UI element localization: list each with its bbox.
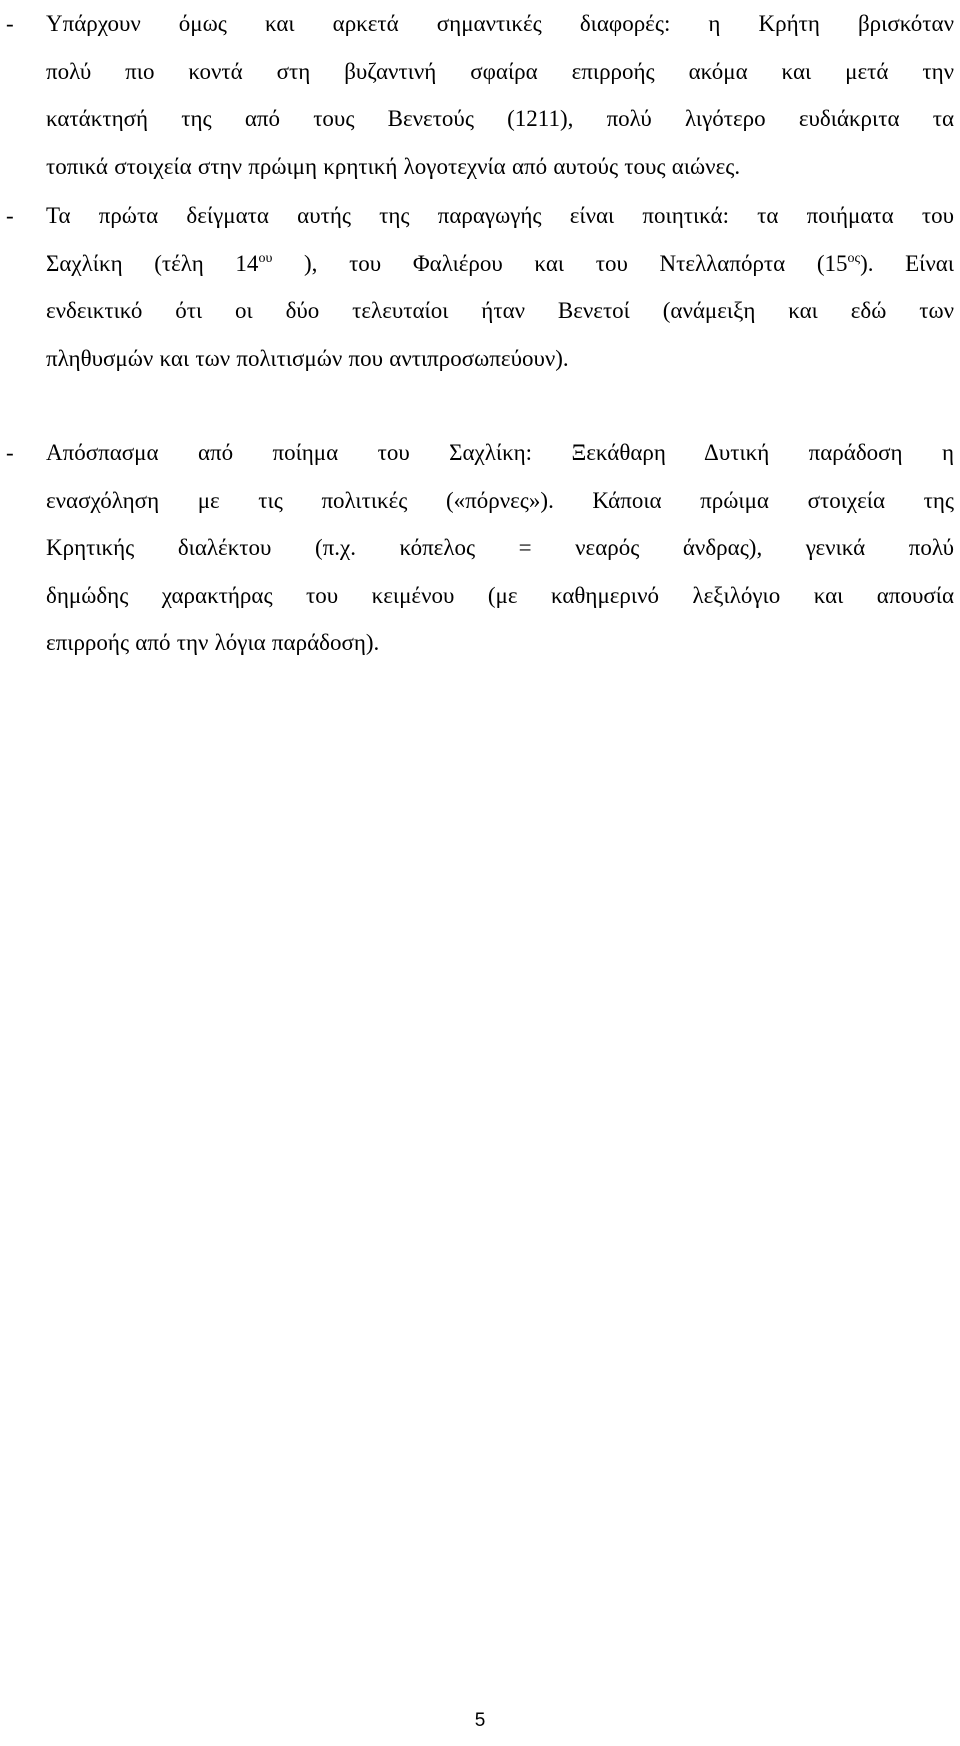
bullet-text-2 <box>46 192 954 382</box>
text-fragment: ), του Φαλιέρου και του Ντελλαπόρτα (15 <box>272 250 848 276</box>
superscript-ordinal: ος <box>847 250 861 266</box>
text-fragment: Σαχλίκη (τέλη 14 <box>46 250 259 276</box>
superscript-ordinal: ου <box>258 250 273 266</box>
text-fragment: ). Είναι <box>860 250 955 276</box>
bullet-dash: - <box>6 440 14 465</box>
text-line: δημώδης χαρακτήρας του κειμένου (με καθημερινό λεξιλόγιο και απουσία <box>46 582 954 608</box>
bullet-text-3 <box>46 429 954 667</box>
text-line: Απόσπασμα από ποίημα του Σαχλίκη: Ξεκάθαρη Δυτική παράδοση η <box>46 440 954 465</box>
text-line: επιρροής από την λόγια παράδοση). <box>46 630 380 655</box>
text-line: πληθυσμών και των πολιτισμών που αντιπροσωπεύουν). <box>46 345 569 371</box>
bullet-text-1 <box>46 0 954 190</box>
page-number: 5 <box>474 1710 486 1731</box>
text-line: ενασχόληση με τις πολιτικές («πόρνες»). Κάποια πρώιμα στοιχεία της <box>46 487 954 513</box>
text-line: τοπικά στοιχεία στην πρώιμη κρητική λογοτεχνία από αυτούς τους αιώνες. <box>46 153 741 179</box>
text-line: ενδεικτικό ότι οι δύο τελευταίοι ήταν Βενετοί (ανάμειξη και εδώ των <box>46 298 954 323</box>
text-line-with-superscripts <box>46 240 954 288</box>
bullet-dash: - <box>6 203 14 228</box>
text-line: κατάκτησή της από τους Βενετούς (1211), πολύ λιγότερο ευδιάκριτα τα <box>46 106 954 131</box>
text-line: πολύ πιο κοντά στη βυζαντινή σφαίρα επιρροής ακόμα και μετά την <box>46 58 954 84</box>
text-line: Κρητικής διαλέκτου (π.χ. κόπελος = νεαρός άνδρας), γενικά πολύ <box>46 535 954 560</box>
text-line: Τα πρώτα δείγματα αυτής της παραγωγής είναι ποιητικά: τα ποιήματα του <box>46 203 954 228</box>
bullet-dash: - <box>6 11 14 36</box>
text-line: Υπάρχουν όμως και αρκετά σημαντικές διαφορές: η Κρήτη βρισκόταν <box>46 11 954 36</box>
